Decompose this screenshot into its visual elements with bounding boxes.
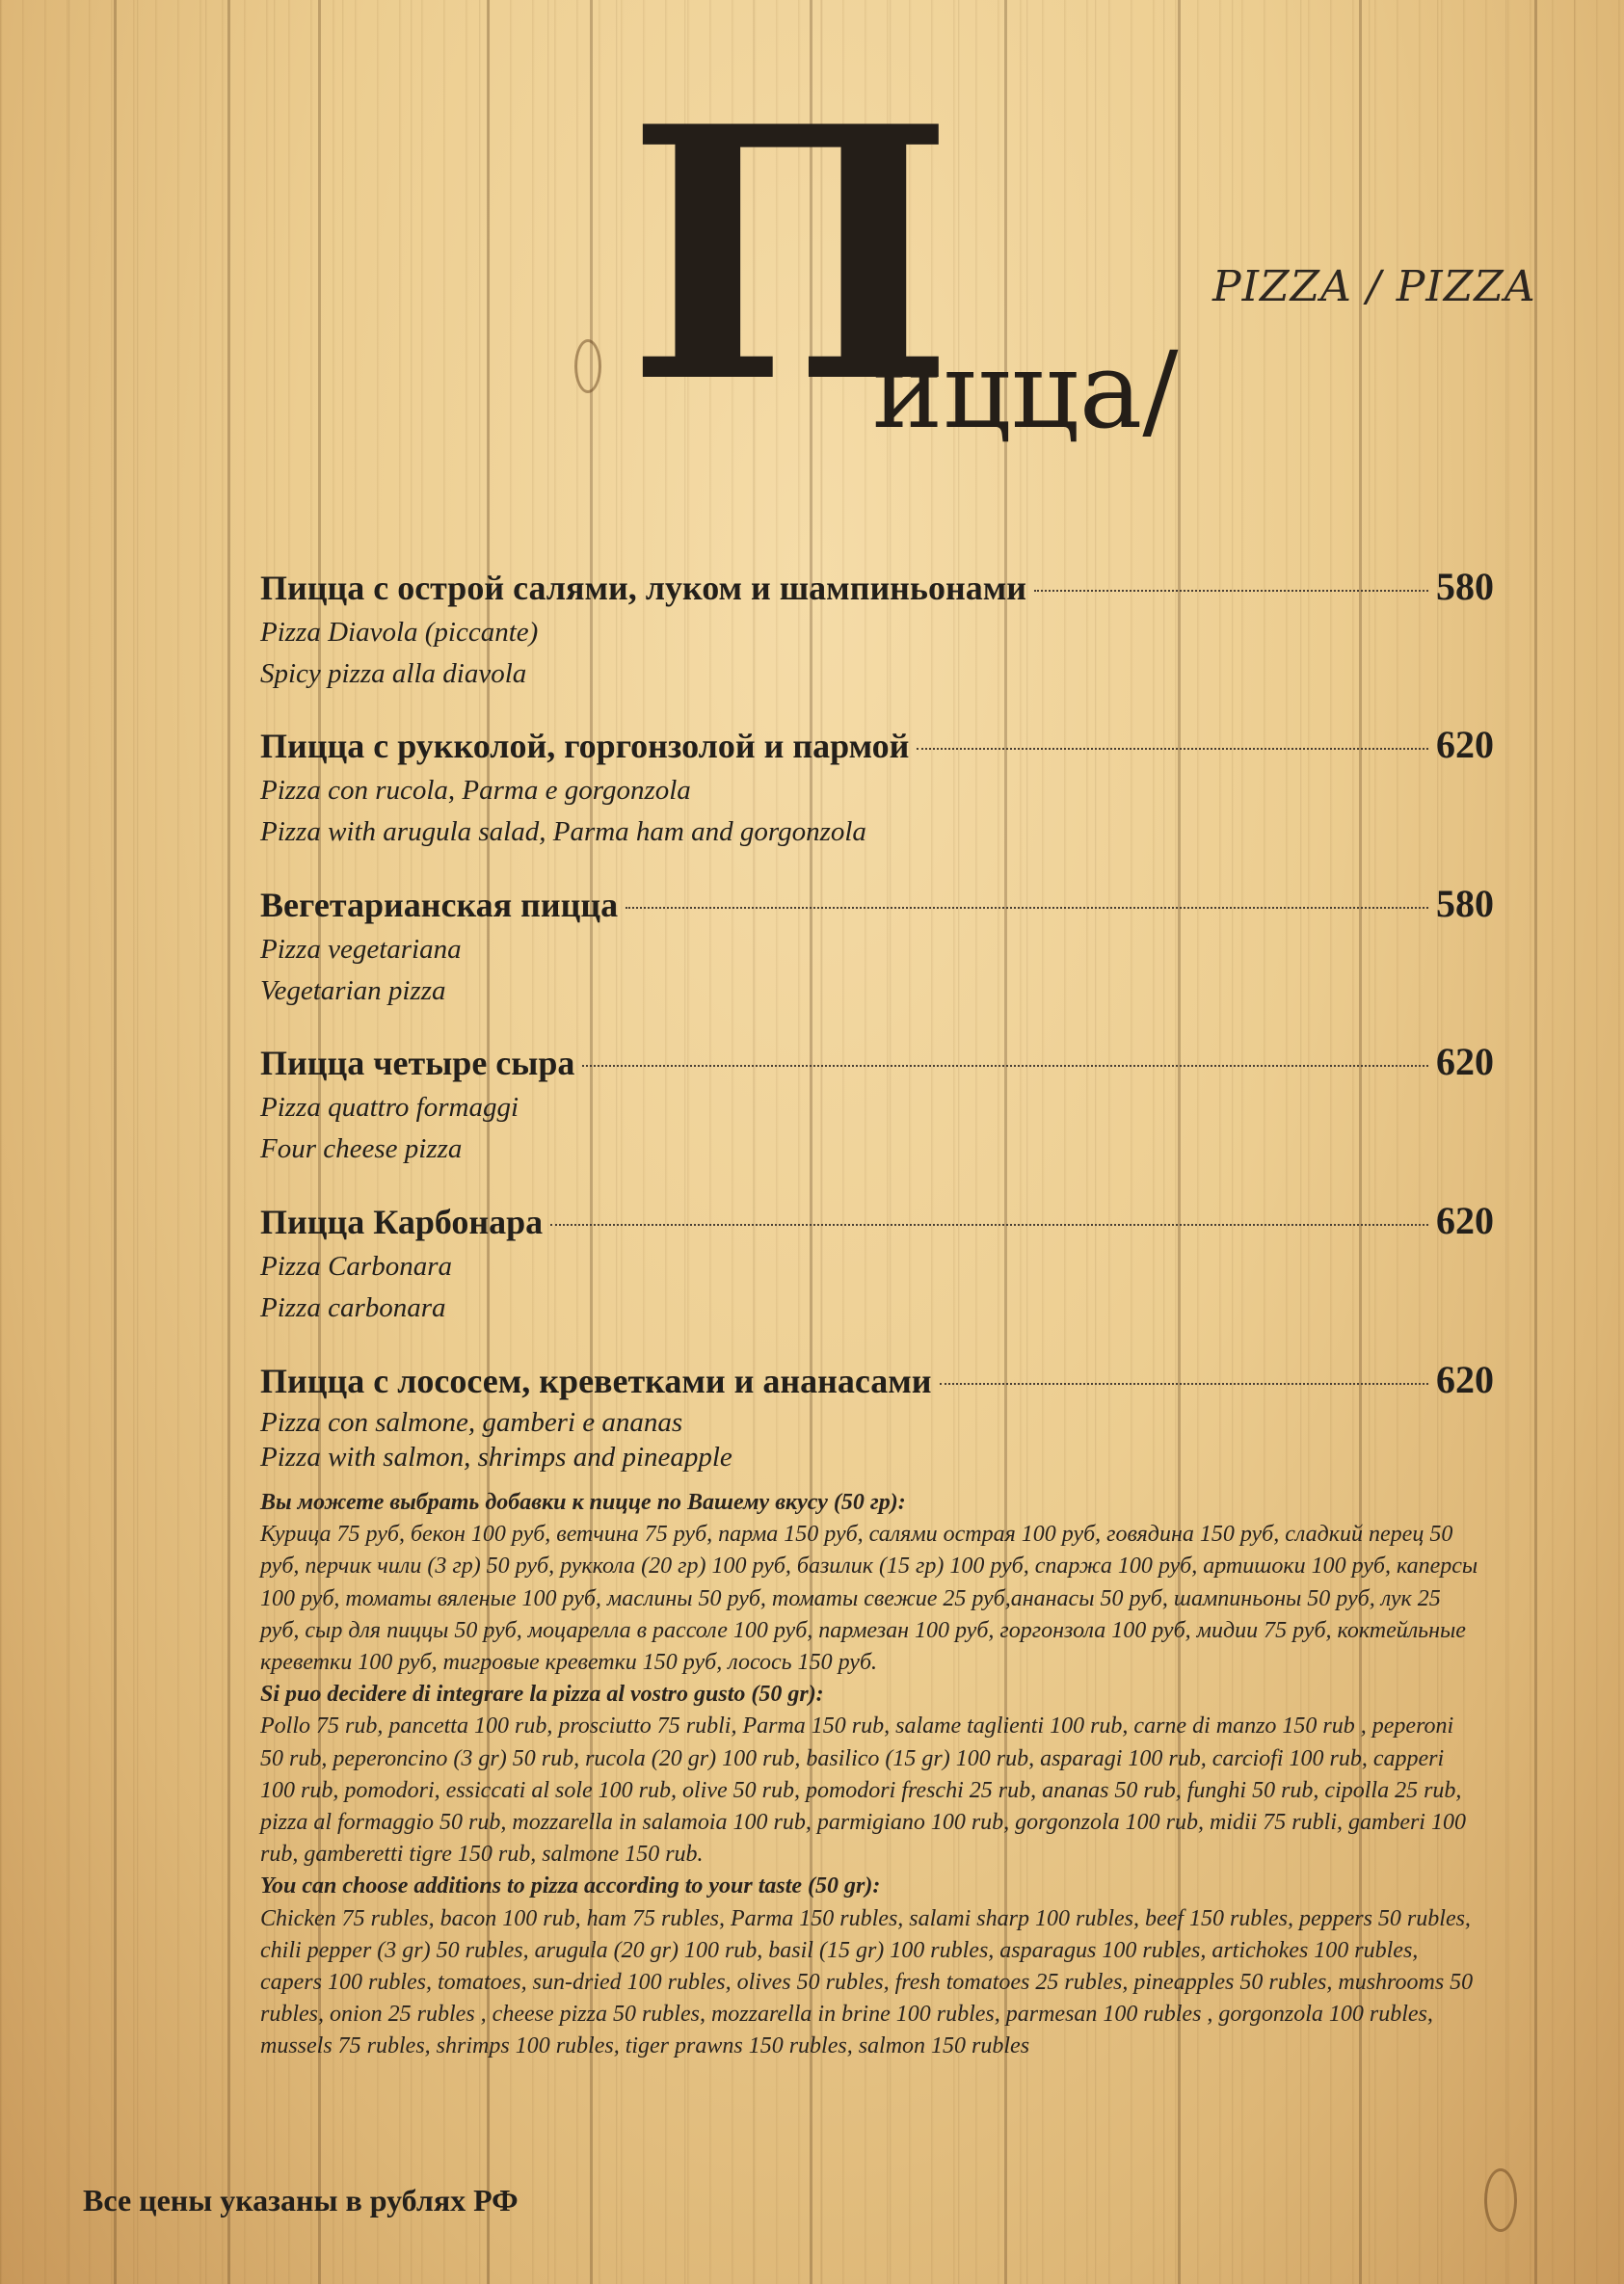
item-name-ru: Пицца с острой салями, луком и шампиньонами — [260, 569, 1026, 607]
menu-item — [260, 1357, 1494, 1482]
additions-section — [260, 1487, 1479, 2063]
menu-item — [260, 1039, 1494, 1198]
leader-dots — [550, 1224, 1428, 1226]
additions-text-it: Pollo 75 rub, pancetta 100 rub, prosciutto 75 rubli, Parma 150 rub, salame taglienti 100 rub, carne di manzo 150 rub , peperoni 50 rub, peperoncino (3 gr) 50 rub, rucola (20 gr) 100 rub, basilico (15 gr) 100 rub, asparagi 100 rub, carciofi 100 rub, capperi 100 rub, pomodori, essiccati al sole 100 rub, olive 50 rub, pomodori freschi 25 rub, ananas 50 rub, funghi 50 rub, cipolla 25 rub, pizza al formaggio 50 rub, mozzarella in salamoia 100 rub, parmigiano 100 rub, gorgonzola 100 rub, midii 75 rubli, gamberi 100 rub, gamberetti tigre 150 rub, salmone 150 rub. — [260, 1713, 1466, 1868]
menu-item — [260, 722, 1494, 881]
item-price: 620 — [1436, 723, 1494, 766]
menu-item — [260, 1198, 1494, 1357]
item-name-ru: Пицца Карбонара — [260, 1203, 544, 1241]
item-price: 620 — [1436, 1358, 1494, 1401]
section-subtitle: PIZZA / PIZZA — [1212, 262, 1536, 311]
additions-heading-it: Si puo decidere di integrare la pizza al vostro gusto (50 gr): — [260, 1682, 824, 1708]
item-name-it: Pizza Diavola (piccante) — [260, 617, 539, 648]
item-price: 580 — [1436, 882, 1494, 925]
menu-item — [260, 564, 1494, 722]
item-name-it: Pizza con salmone, gamberi e ananas — [260, 1407, 683, 1438]
leader-dots — [1034, 590, 1428, 592]
additions-text-en: Chicken 75 rubles, bacon 100 rub, ham 75 rubles, Parma 150 rubles, salami sharp 100 rubles, beef 150 rubles, peppers 50 rubles, chili pepper (3 gr) 50 rubles, arugula (20 gr) 100 rub, basil (15 gr) 100 rubles, asparagus 100 rubles, artichokes 100 rubles, capers 100 rubles, tomatoes, sun-dried 100 rubles, olives 50 rubles, fresh tomatoes 25 rubles, pineapples 50 rubles, mushrooms 50 rubles, onion 25 rubles , cheese pizza 50 rubles, mozzarella in brine 100 rubles, parmesan 100 rubles , gorgonzola 100 rubles, mussels 75 rubles, shrimps 100 rubles, tiger prawns 150 rubles, salmon 150 rubles — [260, 1905, 1474, 2059]
item-name-en: Pizza carbonara — [260, 1292, 446, 1323]
item-name-en: Vegetarian pizza — [260, 975, 446, 1006]
leader-dots — [626, 907, 1428, 909]
item-name-en: Pizza with salmon, shrimps and pineapple — [260, 1442, 732, 1473]
item-price: 620 — [1436, 1199, 1494, 1242]
menu-list — [260, 564, 1494, 1482]
item-name-it: Pizza quattro formaggi — [260, 1092, 519, 1123]
additions-heading-ru: Вы можете выбрать добавки к пицце по Вашему вкусу (50 гр): — [260, 1490, 906, 1515]
item-price: 580 — [1436, 565, 1494, 608]
additions-heading-en: You can choose additions to pizza according to your taste (50 gr): — [260, 1873, 881, 1899]
item-name-en: Pizza with arugula salad, Parma ham and gorgonzola — [260, 816, 866, 847]
item-name-it: Pizza vegetariana — [260, 934, 462, 965]
item-name-ru: Пицца с рукколой, горгонзолой и пармой — [260, 727, 910, 765]
item-name-it: Pizza con rucola, Parma e gorgonzola — [260, 775, 691, 806]
item-name-it: Pizza Carbonara — [260, 1251, 453, 1282]
title-rest: ицца/ — [872, 329, 1179, 452]
item-name-en: Four cheese pizza — [260, 1133, 463, 1164]
leader-dots — [582, 1065, 1428, 1067]
item-price: 620 — [1436, 1040, 1494, 1083]
title-initial: П — [626, 51, 948, 459]
leader-dots — [940, 1383, 1428, 1385]
additions-text-ru: Курица 75 руб, бекон 100 руб, ветчина 75 руб, парма 150 руб, салями острая 100 руб, говядина 150 руб, сладкий перец 50 руб, перчик чили (3 гр) 50 руб, руккола (20 гр) 100 руб, базилик (15 гр) 100 руб, спаржа 100 руб, артишоки 100 руб, каперсы 100 руб, томаты вяленые 100 руб, маслины 50 руб, томаты свежие 25 руб,ананасы 50 руб, шампиньоны 50 руб, лук 25 руб, сыр для пиццы 50 руб, моцарелла в рассоле 100 руб, пармезан 100 руб, горгонзола 100 руб, мидии 75 руб, коктейльные креветки 100 руб, тигровые креветки 150 руб, лосось 150 руб. — [260, 1522, 1478, 1676]
price-note: Все цены указаны в рублях РФ — [83, 2183, 519, 2218]
item-name-en: Spicy pizza alla diavola — [260, 658, 527, 689]
item-name-ru: Вегетарианская пицца — [260, 886, 619, 924]
item-name-ru: Пицца четыре сыра — [260, 1044, 575, 1082]
item-name-ru: Пицца с лососем, креветками и ананасами — [260, 1362, 932, 1400]
menu-item — [260, 881, 1494, 1039]
leader-dots — [917, 748, 1428, 750]
